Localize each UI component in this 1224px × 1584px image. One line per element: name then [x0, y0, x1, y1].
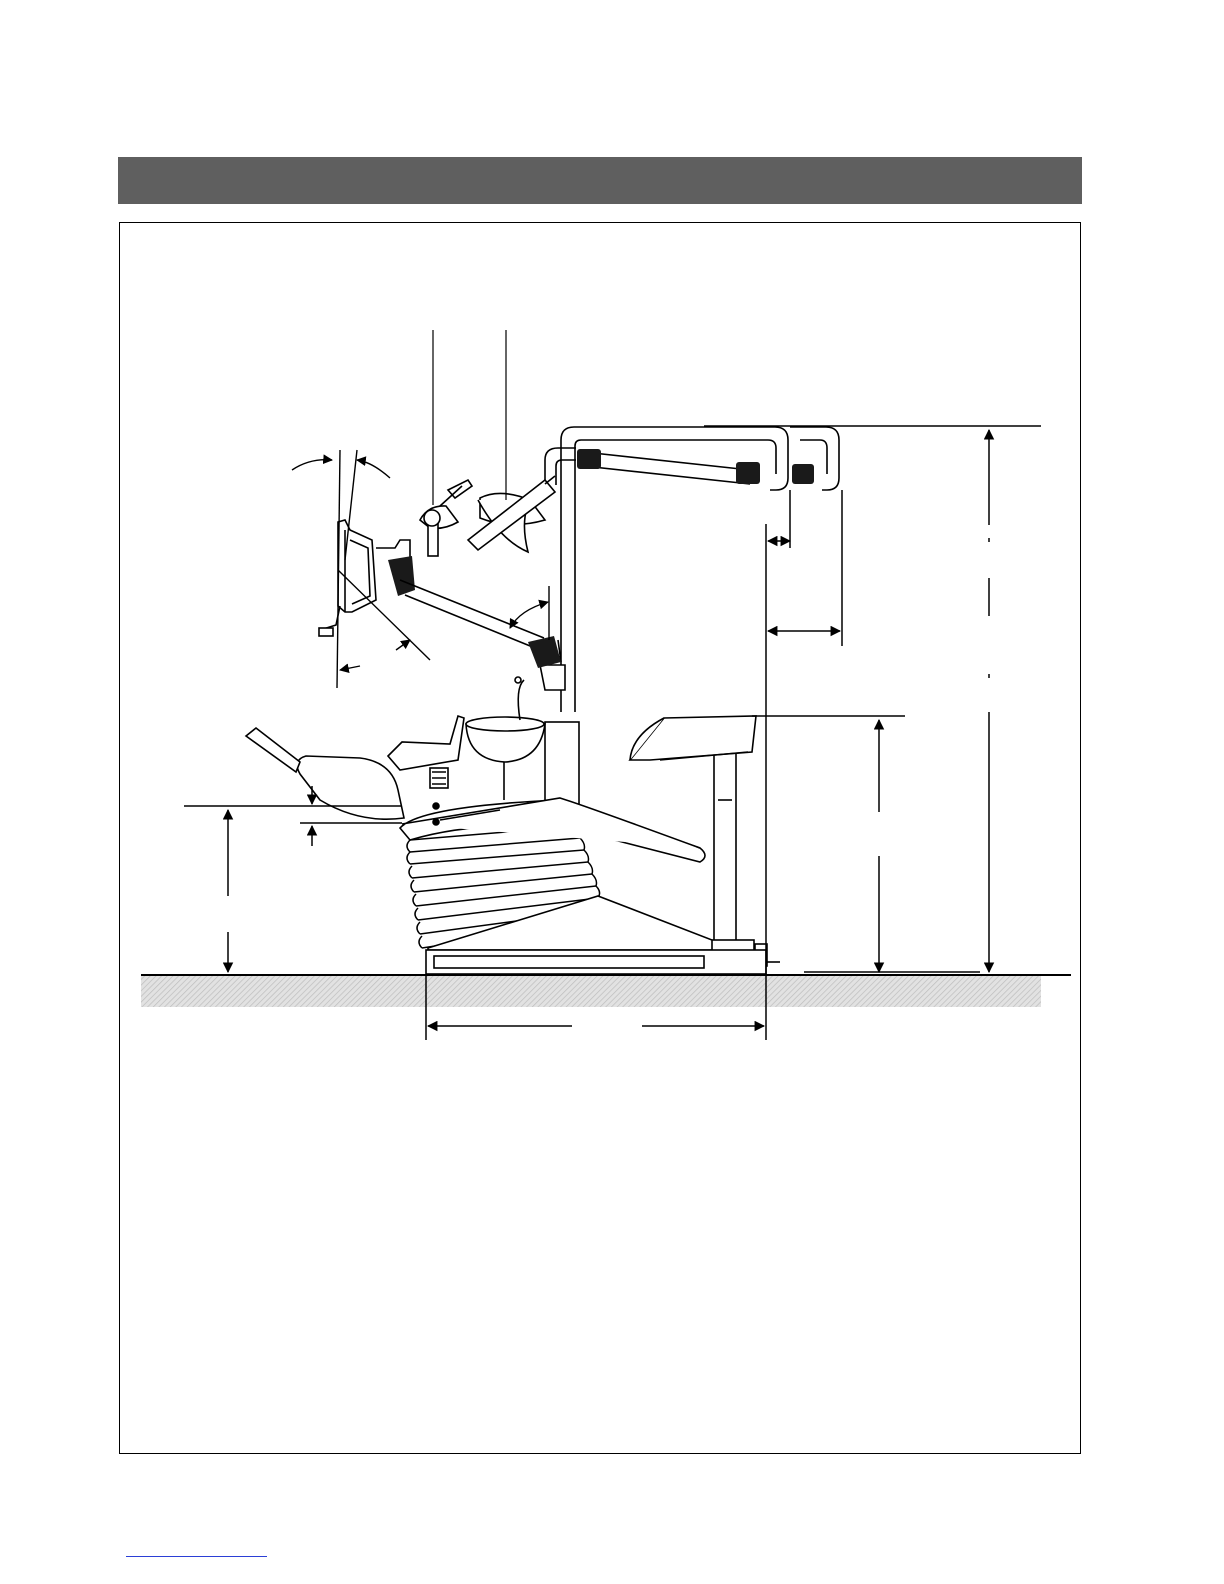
angle-indicators [292, 450, 549, 688]
monitor-bellows [388, 556, 415, 596]
delivery-arm [400, 580, 565, 690]
delivery-arm-bellows [528, 636, 561, 668]
handpiece-holder [420, 480, 472, 556]
operating-light [468, 476, 555, 552]
instrument-tray [630, 716, 756, 760]
leader-lines [433, 330, 506, 505]
support-post [710, 752, 767, 970]
footer-link-rule [126, 1556, 267, 1557]
floor [141, 975, 1071, 1007]
